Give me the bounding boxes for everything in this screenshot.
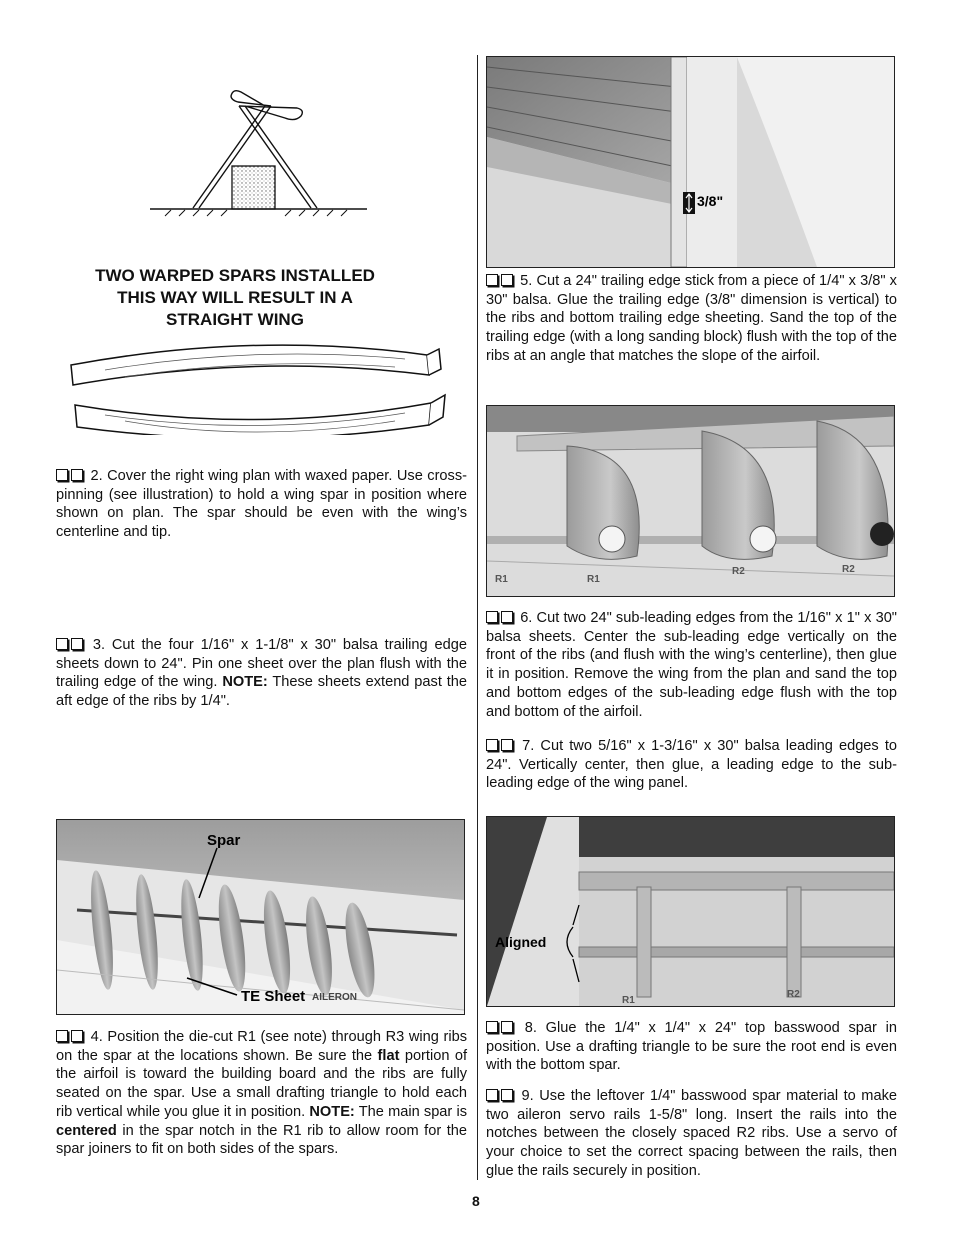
step-8-number: 8.	[524, 1020, 537, 1036]
step-8-body: Glue the 1/4" x 1/4" x 24" top basswood spar in position. Use a drafting triangle to be sure the root end is even with the bottom spar.	[486, 1020, 897, 1074]
step-4-body-c: The main spar is	[358, 1103, 468, 1120]
checkbox[interactable]	[71, 1030, 83, 1042]
step-4-bold-centered: centered	[56, 1122, 117, 1139]
sub-leading-edge-image	[487, 406, 894, 596]
step-9-text	[486, 1087, 897, 1181]
cross-pinning-illustration	[145, 78, 375, 218]
step-2-body: Cover the right wing plan with waxed paper. Use cross-pinning (see illustration) to hold a wing spar in position where shown on plan. The spar should be even with the wing’s centerline and tip.	[56, 468, 468, 541]
checkbox[interactable]	[56, 1030, 68, 1042]
checkbox[interactable]	[501, 611, 513, 623]
step-8-text	[486, 1019, 897, 1075]
step-3-text	[56, 636, 467, 711]
rib-label-r2: R2	[842, 564, 855, 575]
checkbox[interactable]	[71, 469, 83, 481]
aligned-spars-image	[487, 817, 894, 1006]
te-sheet-label: TE Sheet	[241, 988, 306, 1005]
ribs-on-spar-image	[57, 820, 464, 1014]
checkbox[interactable]	[71, 638, 83, 650]
step-6-body: Cut two 24" sub-leading edges from the 1/16" x 1" x 30" balsa sheets. Center the sub-leading edge vertically on the front of the ribs (and flush with the wing’s centerline), then glue it in position. Remove the wing from the plan and sand the top and bottom edges of the sub-leading edge flush with the top and bottom of the airfoil.	[486, 610, 897, 720]
step-6-number: 6.	[520, 610, 533, 626]
checkbox[interactable]	[56, 469, 68, 481]
step-4-text	[56, 1028, 467, 1159]
warped-spars-illustration	[65, 335, 455, 435]
step-9-number: 9.	[521, 1088, 534, 1104]
step-4-body-d: in the spar notch in the R1 rib to allow room for the spar joiners to fit on both sides of the spars.	[56, 1122, 467, 1158]
step-3-body: Cut the four 1/16" x 1-1/8" x 30" balsa trailing edge sheets down to 24". Pin one sheet over the plan flush with the trailing edge of the wing.	[56, 637, 467, 691]
step-4-bold-flat: flat	[377, 1047, 400, 1064]
step-7-number: 7.	[522, 738, 535, 754]
trailing-edge-image	[487, 57, 894, 267]
checkbox[interactable]	[486, 1021, 498, 1033]
spar-cross-section	[232, 166, 275, 209]
rib-label-r1: R1	[587, 574, 600, 585]
rib-label-r2: R2	[787, 989, 800, 1000]
step-4-number: 4.	[90, 1029, 103, 1045]
aligned-label: Aligned	[495, 934, 547, 950]
dimension-label: 3/8"	[697, 193, 724, 209]
column-divider	[477, 55, 478, 1180]
step-2-text	[56, 467, 467, 542]
step-5-body: Cut a 24" trailing edge stick from a piece of 1/4" x 3/8" x 30" balsa. Glue the trailing edge (3/8" dimension is vertical) to the ribs and bottom trailing edge sheeting. Sand the top of the trailing edge (with a long sanding block) flush with the top of the ribs at an angle that matches the slope of the airfoil.	[486, 273, 897, 364]
checkbox[interactable]	[501, 274, 513, 286]
warped-spars-heading: TWO WARPED SPARS INSTALLED THIS WAY WILL RESULT IN A STRAIGHT WING	[95, 266, 375, 329]
photo-ribs-on-spar	[56, 819, 465, 1015]
checkbox[interactable]	[486, 739, 498, 751]
step-2-number: 2.	[90, 468, 103, 484]
checkbox[interactable]	[486, 611, 498, 623]
note-label: NOTE:	[222, 674, 268, 691]
step-7-body: Cut two 5/16" x 1-3/16" x 30" balsa leading edges to 24". Vertically center, then glue, a leading edge to the sub-leading edge of the wing panel.	[486, 738, 898, 792]
rib-label-r1: R1	[622, 995, 635, 1006]
step-4-body-a: Position the die-cut R1 (see note) through R3 wing ribs on the spar at the locations shown. Be sure the	[56, 1029, 467, 1064]
photo-trailing-edge	[486, 56, 895, 268]
step-5-text	[486, 272, 897, 366]
checkbox[interactable]	[56, 638, 68, 650]
step-7-text	[486, 737, 897, 793]
spar-label: Spar	[207, 832, 241, 849]
step-3-number: 3.	[92, 637, 106, 653]
page-number: 8	[472, 1193, 480, 1209]
step-3-note: These sheets extend past the aft edge of the ribs by 1/4".	[56, 674, 468, 710]
rib-label-r2: R2	[732, 566, 745, 577]
step-6-text	[486, 609, 897, 721]
step-5-number: 5.	[520, 273, 533, 289]
step-9-body: Use the leftover 1/4" basswood spar material to make two aileron servo rails 1-5/8" long. Insert the rails into the notches between the closely spaced R2 ribs. Use a servo of your choice to set the correct spacing between the rails, then glue the rails securely in position.	[486, 1088, 897, 1179]
photo-sub-leading-edge	[486, 405, 895, 597]
checkbox[interactable]	[486, 274, 498, 286]
rib-label-r1: R1	[495, 574, 508, 585]
step-4-body-b: portion of the airfoil is toward the building board and the ribs are fully seated on the spar. Use a small drafting triangle to hold each rib vertical while you glue it in position.	[56, 1047, 468, 1120]
checkbox[interactable]	[501, 739, 513, 751]
checkbox[interactable]	[486, 1089, 498, 1101]
checkbox[interactable]	[501, 1089, 513, 1101]
aileron-stamp: AILERON	[312, 992, 357, 1003]
photo-aligned-spars	[486, 816, 895, 1007]
checkbox[interactable]	[501, 1021, 513, 1033]
note-label: NOTE:	[309, 1103, 355, 1120]
